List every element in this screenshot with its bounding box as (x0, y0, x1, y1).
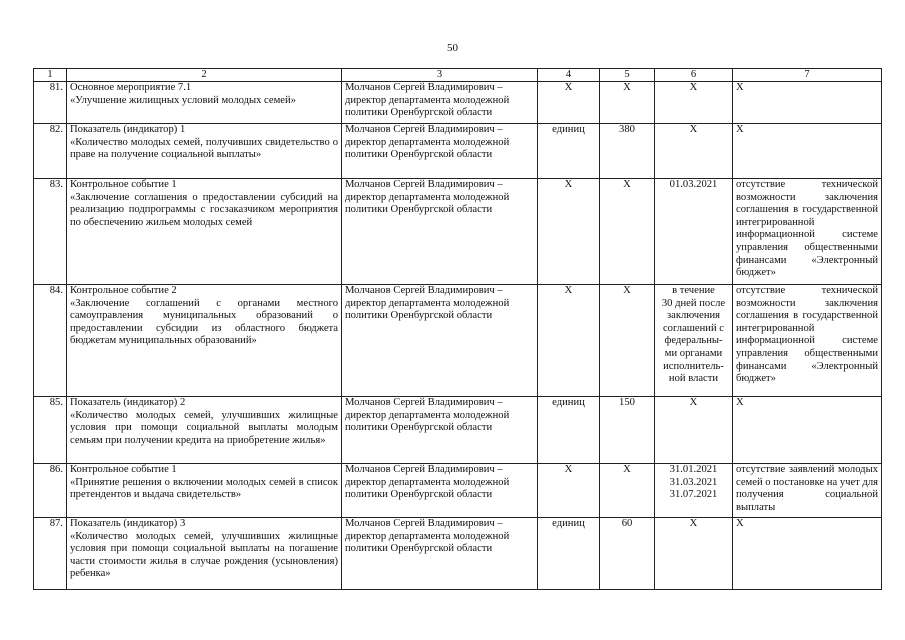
column-header: 4 (538, 69, 600, 82)
event-title: Основное мероприятие 7.1 (70, 82, 192, 93)
event-cell (67, 464, 342, 518)
value-cell: X (600, 464, 655, 518)
event-title: Контрольное событие 1 (70, 179, 177, 190)
unit-cell: X (538, 464, 600, 518)
value-cell: 150 (600, 397, 655, 464)
event-description: «Улучшение жилищных условий молодых семей» (70, 94, 296, 106)
column-header: 7 (733, 69, 882, 82)
deadline-line: 31.03.2021 (669, 476, 718, 488)
responsible-person: Молчанов Сергей Владимирович – директор департамента молодежной политики Оренбургской области (342, 179, 538, 285)
value-cell: X (600, 82, 655, 124)
note-cell: отсутствие технической возможности заключения соглашения в государственной интегрированной информационной системе управления общественными финансами «Электронный бюджет» (733, 285, 882, 397)
event-description: «Количество молодых семей, получивших свидетельство о праве на получение социальной выплаты» (70, 136, 338, 161)
table-row (34, 82, 882, 124)
note-cell: X (733, 124, 882, 179)
plan-table (33, 68, 882, 590)
column-header: 1 (34, 69, 67, 82)
unit-cell: X (538, 285, 600, 397)
deadline-line: соглашений с (662, 322, 724, 334)
responsible-person: Молчанов Сергей Владимирович – директор департамента молодежной политики Оренбургской области (342, 124, 538, 179)
row-number: 85. (34, 397, 67, 464)
unit-cell: X (538, 82, 600, 124)
event-cell (67, 82, 342, 124)
unit-cell: X (538, 179, 600, 285)
row-number: 86. (34, 464, 67, 518)
event-cell (67, 179, 342, 285)
table-row (34, 464, 882, 518)
event-title: Показатель (индикатор) 1 (70, 124, 186, 135)
deadline-cell (655, 179, 733, 285)
unit-cell: единиц (538, 397, 600, 464)
column-header: 6 (655, 69, 733, 82)
deadline-line: 31.07.2021 (669, 489, 718, 501)
event-cell (67, 397, 342, 464)
deadline-line: 01.03.2021 (669, 179, 718, 190)
page-number: 50 (447, 42, 458, 54)
event-description: «Заключение соглашений с органами местного самоуправления муниципальных образований о предоставлении субсидии из областного бюджета бюджетам муниципальных образований» (70, 297, 338, 347)
note-cell: отсутствие заявлений молодых семей о постановке на учет для получения социальной выплаты (733, 464, 882, 518)
responsible-person: Молчанов Сергей Владимирович – директор департамента молодежной политики Оренбургской области (342, 518, 538, 590)
row-number: 81. (34, 82, 67, 124)
deadline-line: 30 дней после (661, 297, 726, 309)
deadline-line: X (689, 518, 698, 529)
deadline-line: ной власти (668, 373, 719, 385)
deadline-line: в течение (672, 285, 715, 296)
row-number: 87. (34, 518, 67, 590)
value-cell: 380 (600, 124, 655, 179)
event-title: Контрольное событие 2 (70, 285, 177, 296)
table-row (34, 397, 882, 464)
value-cell: X (600, 285, 655, 397)
responsible-person: Молчанов Сергей Владимирович – директор департамента молодежной политики Оренбургской области (342, 285, 538, 397)
responsible-person: Молчанов Сергей Владимирович – директор департамента молодежной политики Оренбургской области (342, 82, 538, 124)
table-row (34, 124, 882, 179)
deadline-cell (655, 124, 733, 179)
value-cell: 60 (600, 518, 655, 590)
event-cell (67, 124, 342, 179)
event-title: Показатель (индикатор) 3 (70, 518, 186, 529)
row-number: 83. (34, 179, 67, 285)
deadline-cell (655, 397, 733, 464)
header-row (34, 69, 882, 82)
deadline-cell (655, 518, 733, 590)
column-header: 3 (342, 69, 538, 82)
column-header: 5 (600, 69, 655, 82)
deadline-cell (655, 82, 733, 124)
responsible-person: Молчанов Сергей Владимирович – директор департамента молодежной политики Оренбургской области (342, 464, 538, 518)
column-header: 2 (67, 69, 342, 82)
deadline-line: ми органами (664, 347, 723, 359)
event-description: «Количество молодых семей, улучшивших жилищные условия при помощи социальной выплаты на погашение части стоимости жилья в случае рождения (усыновления) ребенка» (70, 530, 338, 580)
event-title: Показатель (индикатор) 2 (70, 397, 186, 408)
deadline-line: исполнитель- (663, 360, 724, 372)
event-title: Контрольное событие 1 (70, 464, 177, 475)
deadline-cell (655, 285, 733, 397)
deadline-line: X (689, 82, 698, 93)
event-cell (67, 518, 342, 590)
table-row (34, 518, 882, 590)
deadline-cell (655, 464, 733, 518)
note-cell: X (733, 518, 882, 590)
value-cell: X (600, 179, 655, 285)
event-description: «Количество молодых семей, улучшивших жилищные условия при помощи социальной выплаты молодым семьям при получении кредита на приобретение жилья» (70, 409, 338, 446)
deadline-line: X (689, 124, 698, 135)
table-row (34, 179, 882, 285)
event-cell (67, 285, 342, 397)
note-cell: X (733, 397, 882, 464)
deadline-line: федеральны- (664, 335, 723, 347)
event-description: «Принятие решения о включении молодых семей в список претендентов и выдача свидетельств» (70, 476, 338, 501)
note-cell: X (733, 82, 882, 124)
unit-cell: единиц (538, 518, 600, 590)
table-row (34, 285, 882, 397)
deadline-line: X (689, 397, 698, 408)
deadline-line: 31.01.2021 (669, 464, 718, 475)
deadline-line: заключения (666, 310, 721, 322)
event-description: «Заключение соглашения о предоставлении субсидий на реализацию подпрограммы с госзаказчиком мероприятия по обеспечению жильем молодых семей (70, 191, 338, 228)
row-number: 82. (34, 124, 67, 179)
unit-cell: единиц (538, 124, 600, 179)
row-number: 84. (34, 285, 67, 397)
note-cell: отсутствие технической возможности заключения соглашения в государственной интегрированной информационной системе управления общественными финансами «Электронный бюджет» (733, 179, 882, 285)
responsible-person: Молчанов Сергей Владимирович – директор департамента молодежной политики Оренбургской области (342, 397, 538, 464)
